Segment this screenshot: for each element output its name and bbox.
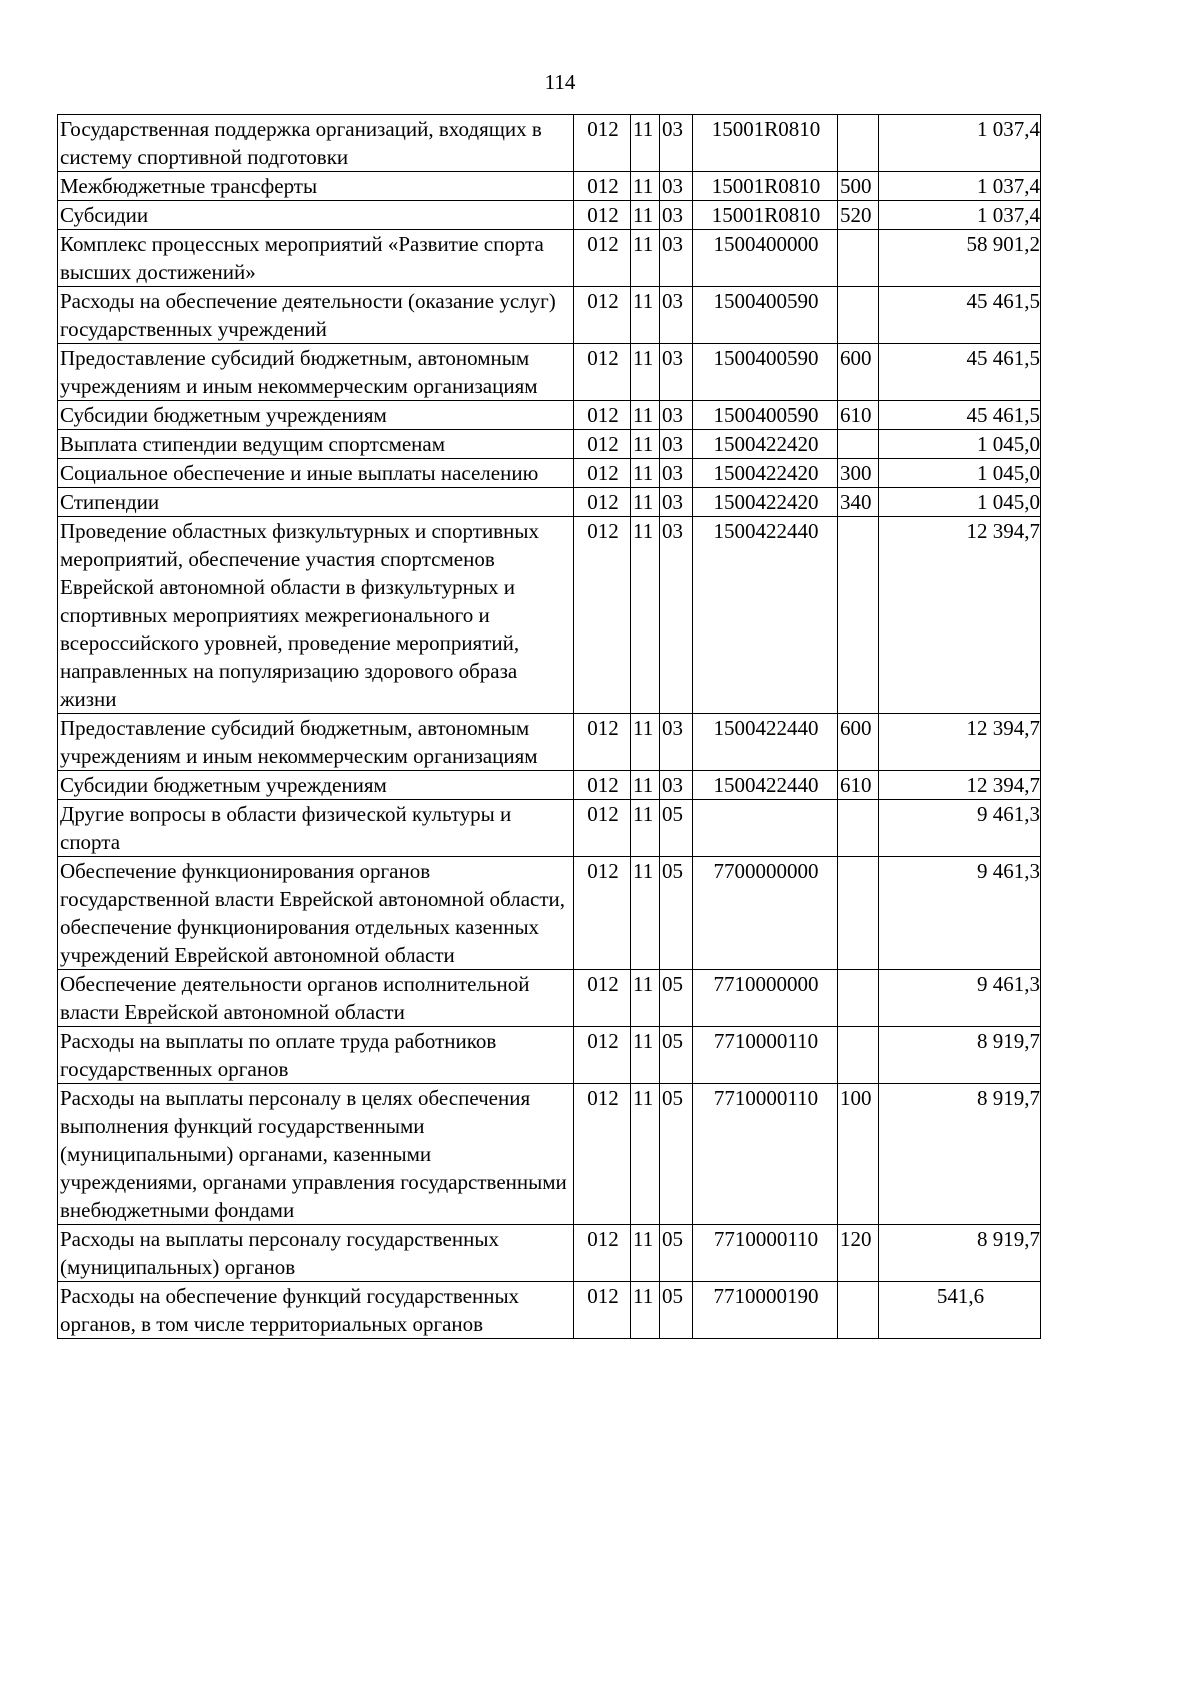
table-row: [58, 1084, 1041, 1225]
row-section-cell: 11: [631, 172, 660, 201]
row-amount-cell: 58 901,2: [879, 230, 1041, 287]
row-grbs-cell: 012: [574, 857, 631, 970]
row-subsection-cell: 03: [660, 517, 693, 714]
row-section-cell: 11: [631, 800, 660, 857]
row-grbs-cell: 012: [574, 1282, 631, 1339]
row-amount-cell: 8 919,7: [879, 1084, 1041, 1225]
table-row: [58, 800, 1041, 857]
row-section-cell: 11: [631, 430, 660, 459]
row-target-article-cell: [693, 800, 838, 857]
row-target-article-cell: 7700000000: [693, 857, 838, 970]
row-target-article-cell: 1500422440: [693, 771, 838, 800]
row-section-cell: 11: [631, 344, 660, 401]
row-target-article-cell: 7710000110: [693, 1225, 838, 1282]
row-amount-cell: 45 461,5: [879, 287, 1041, 344]
table-row: [58, 459, 1041, 488]
row-target-article-cell: 15001R0810: [693, 201, 838, 230]
row-target-article-cell: 1500400590: [693, 401, 838, 430]
row-amount-cell: 45 461,5: [879, 401, 1041, 430]
row-section-cell: 11: [631, 517, 660, 714]
row-grbs-cell: 012: [574, 287, 631, 344]
table-row: [58, 714, 1041, 771]
row-expense-type-cell: [838, 230, 879, 287]
row-amount-cell: 9 461,3: [879, 857, 1041, 970]
row-expense-type-cell: [838, 970, 879, 1027]
row-grbs-cell: 012: [574, 488, 631, 517]
row-amount-cell: 1 037,4: [879, 172, 1041, 201]
row-grbs-cell: 012: [574, 970, 631, 1027]
row-subsection-cell: 05: [660, 970, 693, 1027]
row-subsection-cell: 03: [660, 459, 693, 488]
row-subsection-cell: 03: [660, 488, 693, 517]
row-grbs-cell: 012: [574, 401, 631, 430]
row-grbs-cell: 012: [574, 714, 631, 771]
row-grbs-cell: 012: [574, 459, 631, 488]
row-grbs-cell: 012: [574, 517, 631, 714]
row-section-cell: 11: [631, 1027, 660, 1084]
row-amount-cell: 1 045,0: [879, 488, 1041, 517]
row-name-cell: Обеспечение функционирования органов государственной власти Еврейской автономной области, обеспечение функционирования отдельных казенных учреждений Еврейской автономной области: [58, 857, 574, 970]
row-grbs-cell: 012: [574, 230, 631, 287]
row-grbs-cell: 012: [574, 201, 631, 230]
row-section-cell: 11: [631, 201, 660, 230]
row-amount-cell: 9 461,3: [879, 800, 1041, 857]
row-target-article-cell: 1500422440: [693, 714, 838, 771]
row-subsection-cell: 03: [660, 771, 693, 800]
row-subsection-cell: 05: [660, 1084, 693, 1225]
table-row: [58, 517, 1041, 714]
row-amount-cell: 1 037,4: [879, 115, 1041, 172]
row-grbs-cell: 012: [574, 800, 631, 857]
row-grbs-cell: 012: [574, 771, 631, 800]
table-row: [58, 1027, 1041, 1084]
row-target-article-cell: 1500400590: [693, 344, 838, 401]
row-section-cell: 11: [631, 1084, 660, 1225]
row-amount-cell: 12 394,7: [879, 771, 1041, 800]
row-expense-type-cell: 120: [838, 1225, 879, 1282]
row-target-article-cell: 1500400590: [693, 287, 838, 344]
row-amount-cell: 45 461,5: [879, 344, 1041, 401]
row-name-cell: Предоставление субсидий бюджетным, автономным учреждениям и иным некоммерческим организациям: [58, 344, 574, 401]
table-row: [58, 401, 1041, 430]
row-amount-cell: 12 394,7: [879, 517, 1041, 714]
row-amount-cell: 1 045,0: [879, 430, 1041, 459]
row-name-cell: Субсидии бюджетным учреждениям: [58, 401, 574, 430]
table-row: [58, 488, 1041, 517]
table-row: [58, 344, 1041, 401]
row-section-cell: 11: [631, 230, 660, 287]
table-row: [58, 771, 1041, 800]
row-section-cell: 11: [631, 488, 660, 517]
row-expense-type-cell: [838, 517, 879, 714]
row-amount-cell: 1 045,0: [879, 459, 1041, 488]
row-target-article-cell: 7710000110: [693, 1084, 838, 1225]
row-expense-type-cell: [838, 800, 879, 857]
row-subsection-cell: 03: [660, 287, 693, 344]
row-expense-type-cell: 100: [838, 1084, 879, 1225]
row-subsection-cell: 05: [660, 1225, 693, 1282]
row-grbs-cell: 012: [574, 344, 631, 401]
row-expense-type-cell: [838, 1282, 879, 1339]
row-grbs-cell: 012: [574, 1225, 631, 1282]
table-row: [58, 970, 1041, 1027]
row-name-cell: Расходы на выплаты персоналу в целях обеспечения выполнения функций государственными (муниципальными) органами, казенными учреждениями, органами управления государственными внебюджетными фондами: [58, 1084, 574, 1225]
row-amount-cell: 8 919,7: [879, 1225, 1041, 1282]
row-name-cell: Расходы на выплаты персоналу государственных (муниципальных) органов: [58, 1225, 574, 1282]
row-expense-type-cell: 500: [838, 172, 879, 201]
row-expense-type-cell: 610: [838, 771, 879, 800]
row-target-article-cell: 1500422420: [693, 459, 838, 488]
row-expense-type-cell: [838, 1027, 879, 1084]
row-target-article-cell: 15001R0810: [693, 115, 838, 172]
budget-table-body: [58, 115, 1041, 1339]
row-section-cell: 11: [631, 1282, 660, 1339]
row-expense-type-cell: 300: [838, 459, 879, 488]
table-row: [58, 287, 1041, 344]
row-name-cell: Межбюджетные трансферты: [58, 172, 574, 201]
row-name-cell: Расходы на обеспечение деятельности (оказание услуг) государственных учреждений: [58, 287, 574, 344]
row-subsection-cell: 05: [660, 1282, 693, 1339]
row-subsection-cell: 03: [660, 115, 693, 172]
table-row: [58, 201, 1041, 230]
row-section-cell: 11: [631, 771, 660, 800]
table-row: [58, 1282, 1041, 1339]
row-section-cell: 11: [631, 1225, 660, 1282]
row-name-cell: Обеспечение деятельности органов исполнительной власти Еврейской автономной области: [58, 970, 574, 1027]
row-section-cell: 11: [631, 714, 660, 771]
row-subsection-cell: 03: [660, 714, 693, 771]
row-target-article-cell: 1500400000: [693, 230, 838, 287]
table-row: [58, 857, 1041, 970]
row-name-cell: Выплата стипендии ведущим спортсменам: [58, 430, 574, 459]
row-subsection-cell: 05: [660, 857, 693, 970]
row-grbs-cell: 012: [574, 430, 631, 459]
row-section-cell: 11: [631, 857, 660, 970]
row-expense-type-cell: 610: [838, 401, 879, 430]
table-row: [58, 430, 1041, 459]
row-section-cell: 11: [631, 459, 660, 488]
row-expense-type-cell: 520: [838, 201, 879, 230]
row-amount-cell: 541,6: [879, 1282, 1041, 1339]
row-subsection-cell: 03: [660, 230, 693, 287]
row-name-cell: Другие вопросы в области физической культуры и спорта: [58, 800, 574, 857]
table-row: [58, 230, 1041, 287]
row-target-article-cell: 7710000190: [693, 1282, 838, 1339]
row-target-article-cell: 7710000110: [693, 1027, 838, 1084]
row-target-article-cell: 7710000000: [693, 970, 838, 1027]
row-section-cell: 11: [631, 287, 660, 344]
row-expense-type-cell: [838, 115, 879, 172]
row-subsection-cell: 03: [660, 344, 693, 401]
row-target-article-cell: 15001R0810: [693, 172, 838, 201]
row-section-cell: 11: [631, 401, 660, 430]
row-target-article-cell: 1500422420: [693, 488, 838, 517]
row-expense-type-cell: [838, 287, 879, 344]
table-row: [58, 115, 1041, 172]
row-subsection-cell: 03: [660, 430, 693, 459]
row-subsection-cell: 03: [660, 201, 693, 230]
row-name-cell: Расходы на выплаты по оплате труда работников государственных органов: [58, 1027, 574, 1084]
row-name-cell: Государственная поддержка организаций, входящих в систему спортивной подготовки: [58, 115, 574, 172]
table-row: [58, 1225, 1041, 1282]
row-amount-cell: 9 461,3: [879, 970, 1041, 1027]
row-subsection-cell: 03: [660, 172, 693, 201]
row-subsection-cell: 05: [660, 1027, 693, 1084]
row-expense-type-cell: [838, 430, 879, 459]
row-expense-type-cell: 600: [838, 714, 879, 771]
row-expense-type-cell: 340: [838, 488, 879, 517]
row-amount-cell: 1 037,4: [879, 201, 1041, 230]
row-grbs-cell: 012: [574, 1027, 631, 1084]
row-name-cell: Расходы на обеспечение функций государственных органов, в том числе территориальных органов: [58, 1282, 574, 1339]
budget-table: [57, 114, 1041, 1339]
row-name-cell: Предоставление субсидий бюджетным, автономным учреждениям и иным некоммерческим организациям: [58, 714, 574, 771]
table-row: [58, 172, 1041, 201]
row-amount-cell: 8 919,7: [879, 1027, 1041, 1084]
row-grbs-cell: 012: [574, 115, 631, 172]
row-section-cell: 11: [631, 970, 660, 1027]
row-amount-cell: 12 394,7: [879, 714, 1041, 771]
row-name-cell: Субсидии бюджетным учреждениям: [58, 771, 574, 800]
row-subsection-cell: 03: [660, 401, 693, 430]
row-name-cell: Субсидии: [58, 201, 574, 230]
row-target-article-cell: 1500422440: [693, 517, 838, 714]
row-name-cell: Комплекс процессных мероприятий «Развитие спорта высших достижений»: [58, 230, 574, 287]
row-expense-type-cell: 600: [838, 344, 879, 401]
row-section-cell: 11: [631, 115, 660, 172]
row-grbs-cell: 012: [574, 172, 631, 201]
row-name-cell: Проведение областных физкультурных и спортивных мероприятий, обеспечение участия спортсменов Еврейской автономной области в физкультурных и спортивных мероприятиях межрегионального и всероссийского уровней, проведение мероприятий, направленных на популяризацию здорового образа жизни: [58, 517, 574, 714]
row-grbs-cell: 012: [574, 1084, 631, 1225]
row-expense-type-cell: [838, 857, 879, 970]
row-target-article-cell: 1500422420: [693, 430, 838, 459]
page-number: 114: [544, 70, 576, 94]
row-name-cell: Социальное обеспечение и иные выплаты населению: [58, 459, 574, 488]
row-name-cell: Стипендии: [58, 488, 574, 517]
row-subsection-cell: 05: [660, 800, 693, 857]
